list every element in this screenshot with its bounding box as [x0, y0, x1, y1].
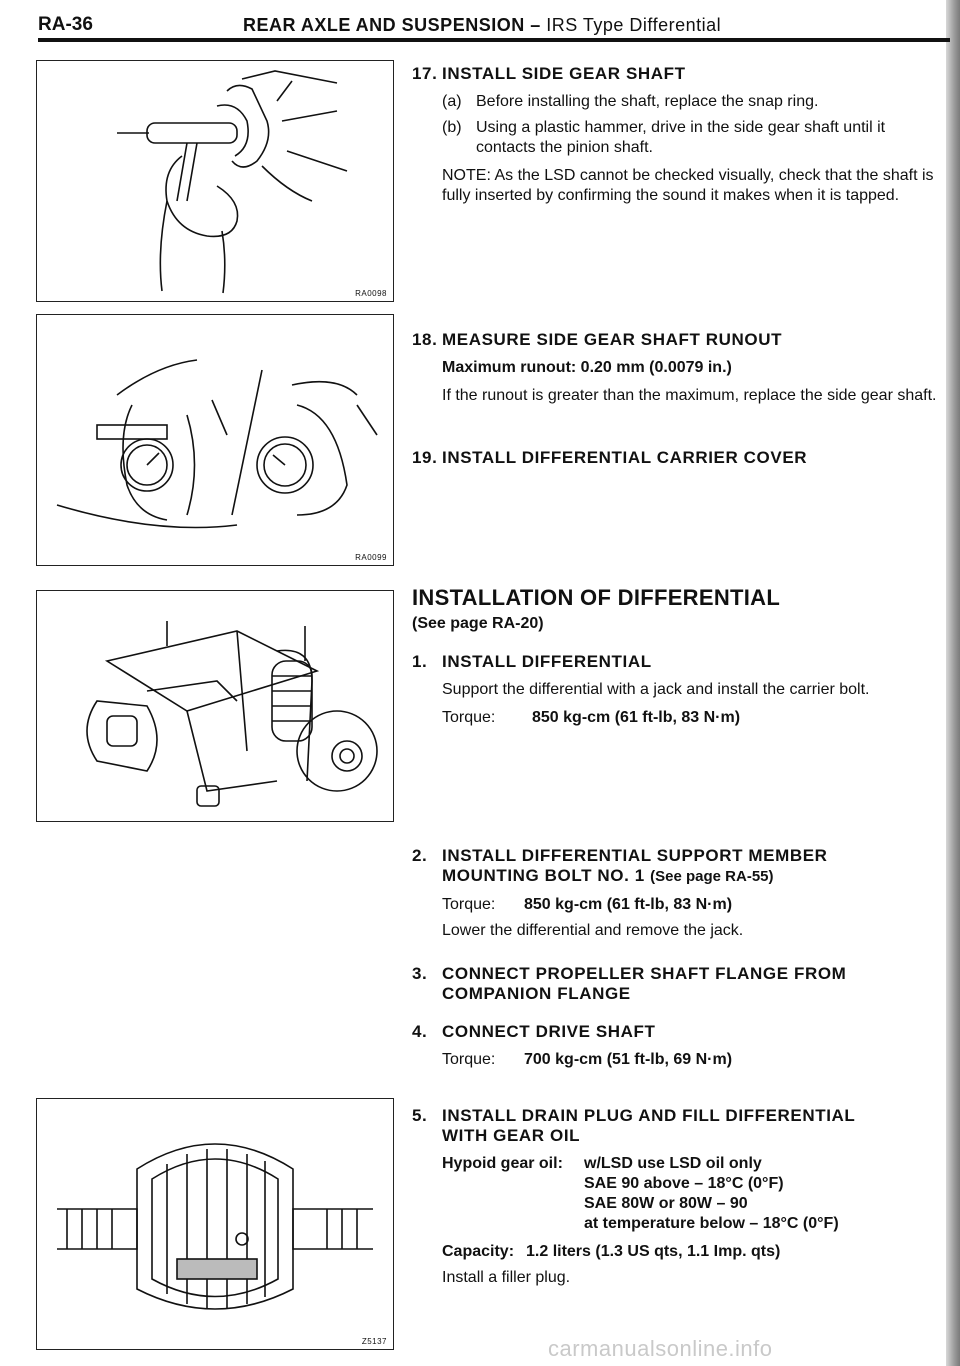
hammer-illustration: [37, 61, 393, 301]
step-title-line1: INSTALL DIFFERENTIAL SUPPORT MEMBER: [442, 846, 828, 865]
torque-label: Torque:: [442, 896, 496, 913]
step-text: Support the differential with a jack and install the carrier bolt.: [442, 681, 870, 698]
figure-code: RA0099: [355, 553, 387, 562]
step-number: 19.: [412, 448, 438, 467]
step-title-line1: INSTALL DRAIN PLUG AND FILL DIFFERENTIAL: [442, 1106, 856, 1125]
sub-text: Before installing the shaft, replace the snap ring.: [476, 93, 819, 110]
oil-line-1: w/LSD use LSD oil only: [584, 1155, 762, 1172]
step-title: MEASURE SIDE GEAR SHAFT RUNOUT: [442, 330, 783, 349]
header-rule: [38, 38, 950, 42]
step-title: CONNECT DRIVE SHAFT: [442, 1022, 656, 1041]
install-step-2: [412, 846, 947, 941]
step-18: [412, 330, 947, 406]
step-number: 5.: [412, 1106, 428, 1125]
differential-illustration: [37, 591, 393, 821]
capacity-value: 1.2 liters (1.3 US qts, 1.1 Imp. qts): [526, 1243, 781, 1260]
capacity-label: Capacity:: [442, 1243, 515, 1260]
torque-value: 850 kg-cm (61 ft-lb, 83 N·m): [524, 896, 733, 913]
step-title: INSTALL DIFFERENTIAL: [442, 652, 652, 671]
oil-label: Hypoid gear oil:: [442, 1155, 563, 1172]
install-step-3: [412, 964, 947, 1004]
step-title-line1: CONNECT PROPELLER SHAFT FLANGE FROM: [442, 964, 847, 983]
figure-gear-oil: [36, 1098, 394, 1350]
step-text: Install a filler plug.: [442, 1269, 571, 1286]
spec: Maximum runout: 0.20 mm (0.0079 in.): [442, 359, 732, 376]
step-number: 18.: [412, 330, 438, 349]
step-text: If the runout is greater than the maximum, replace the side gear shaft.: [442, 387, 937, 404]
oil-line-2: SAE 90 above – 18°C (0°F): [584, 1175, 784, 1192]
figure-dial-indicator: [36, 314, 394, 566]
step-19: [412, 448, 947, 468]
section-heading: [412, 585, 947, 634]
page-edge-shadow: [946, 0, 960, 1366]
dial-indicator-illustration: [37, 315, 393, 565]
sub-label: (b): [442, 119, 462, 136]
step-title-line2: MOUNTING BOLT NO. 1: [442, 866, 645, 885]
page-number: RA-36: [38, 14, 93, 35]
torque-label: Torque:: [442, 709, 496, 726]
figure-differential-install: [36, 590, 394, 822]
figure-code: RA0098: [355, 289, 387, 298]
step-number: 4.: [412, 1022, 428, 1041]
watermark: carmanualsonline.info: [548, 1336, 773, 1361]
page-title: [243, 15, 721, 36]
sub-text: Using a plastic hammer, drive in the side gear shaft until it contacts the pinion shaft.: [476, 119, 886, 156]
step-number: 2.: [412, 846, 428, 865]
install-step-1: [412, 652, 947, 728]
install-step-4: [412, 1022, 947, 1070]
sub-label: (a): [442, 93, 462, 110]
page-title-sub: IRS Type Differential: [546, 15, 722, 35]
step-title: INSTALL DIFFERENTIAL CARRIER COVER: [442, 448, 808, 467]
torque-value: 700 kg-cm (51 ft-lb, 69 N·m): [524, 1051, 733, 1068]
step-title-line2: WITH GEAR OIL: [442, 1126, 581, 1145]
step-ref: (See page RA-55): [650, 868, 774, 885]
figure-hammer-shaft: [36, 60, 394, 302]
differential-cover-illustration: [37, 1099, 393, 1349]
step-text: Lower the differential and remove the jack.: [442, 922, 744, 939]
page-title-main: REAR AXLE AND SUSPENSION –: [243, 15, 547, 35]
section-title: INSTALLATION OF DIFFERENTIAL: [412, 585, 781, 610]
step-number: 1.: [412, 652, 428, 671]
note: NOTE: As the LSD cannot be checked visually, check that the shaft is fully inserted by confirming the sound it makes when it is tapped.: [442, 167, 934, 204]
step-title: INSTALL SIDE GEAR SHAFT: [442, 64, 686, 83]
step-title-line2: COMPANION FLANGE: [442, 984, 631, 1003]
step-17: [412, 64, 947, 206]
step-number: 3.: [412, 964, 428, 983]
oil-line-3: SAE 80W or 80W – 90: [584, 1195, 748, 1212]
torque-label: Torque:: [442, 1051, 496, 1068]
step-number: 17.: [412, 64, 438, 83]
install-step-5: [412, 1106, 947, 1288]
torque-value: 850 kg-cm (61 ft-lb, 83 N·m): [532, 709, 741, 726]
oil-line-4: at temperature below – 18°C (0°F): [584, 1215, 839, 1232]
figure-code: Z5137: [361, 1337, 387, 1346]
section-ref: (See page RA-20): [412, 615, 544, 632]
